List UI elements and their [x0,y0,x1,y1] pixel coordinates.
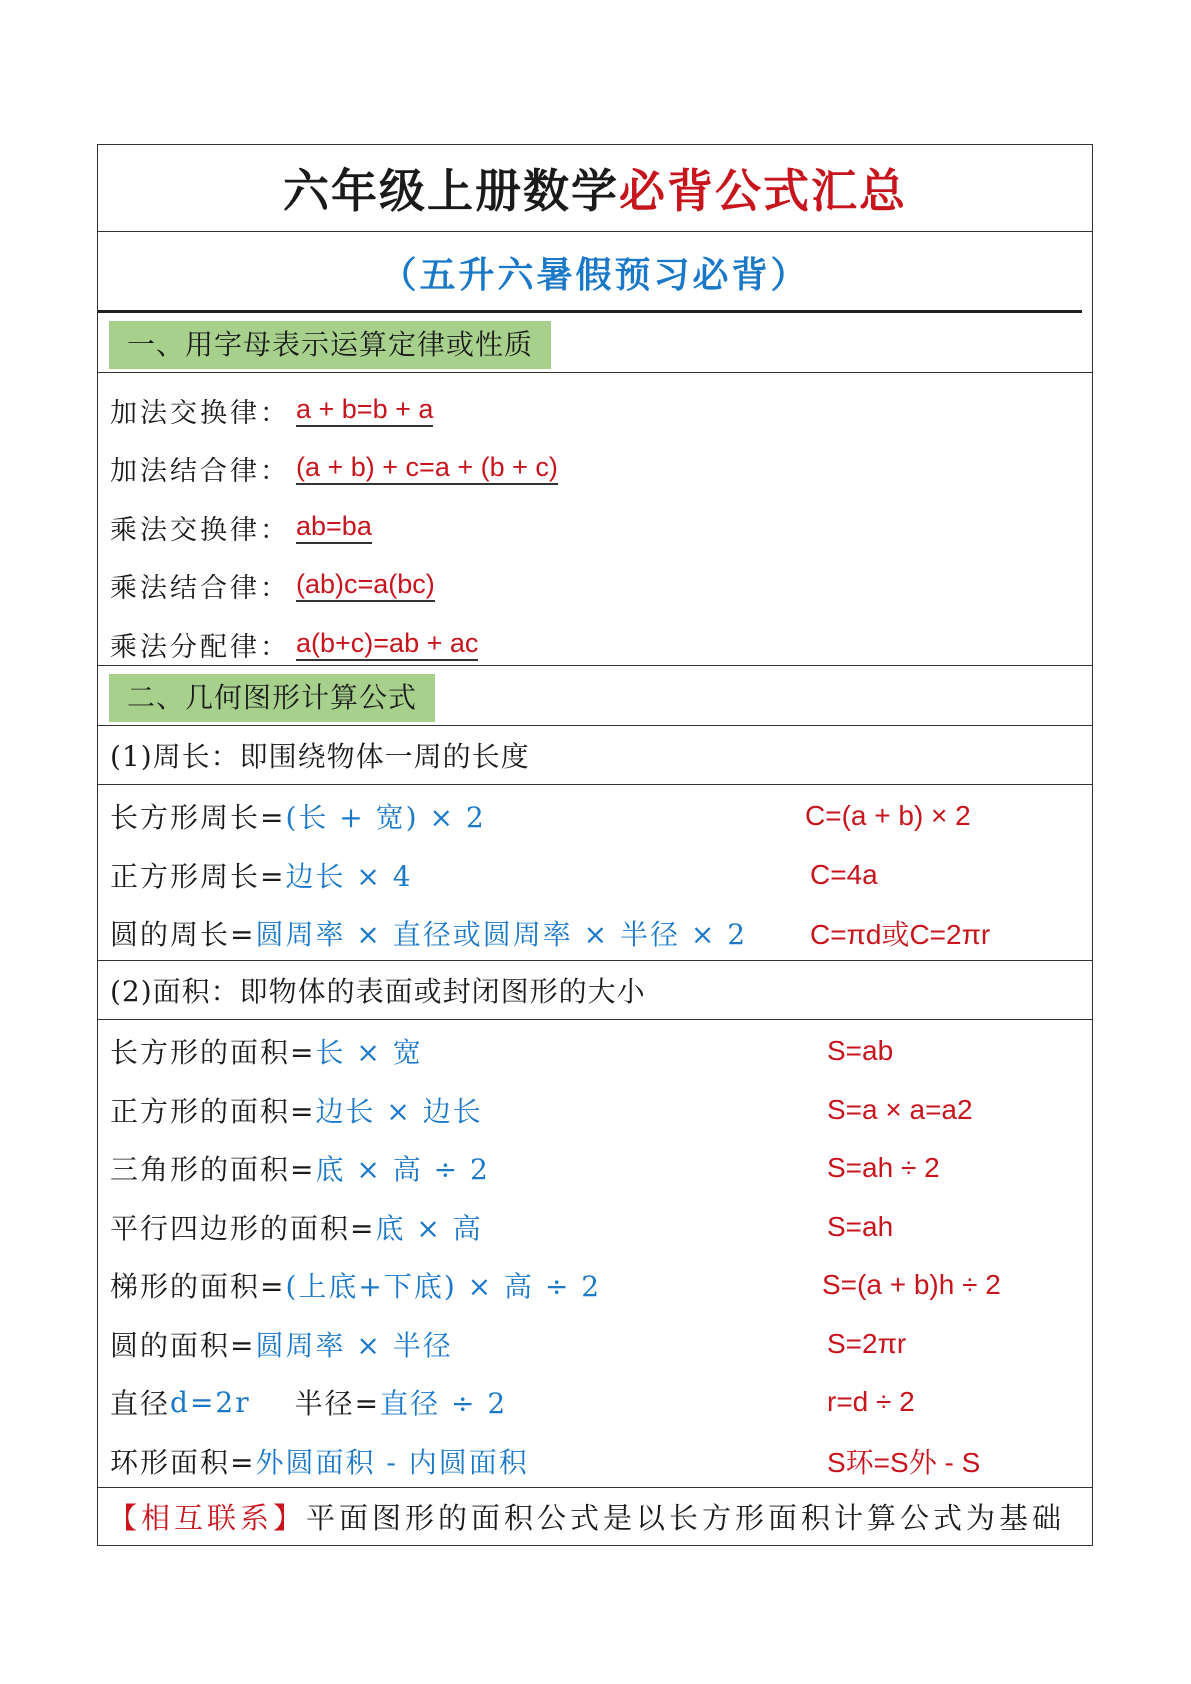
page-title [283,155,907,221]
section1-heading: 一、用字母表示运算定律或性质 [109,321,551,369]
formula-expr: 外圆面积 - 内圆面积 [255,1445,529,1479]
law-name: 乘法交换律： [110,514,290,546]
perimeter-heading: (1)周长：即围绕物体一周的长度 [98,726,1092,785]
formula-expr: (长 + 宽) × 2 [285,801,486,835]
formula-name: 三角形的面积= [110,1153,316,1187]
formula-name: 圆的面积= [110,1328,256,1362]
law-formula: (a + b) + c=a + (b + c) [296,452,558,485]
formula-expr: 边长 × 边长 [315,1094,483,1128]
formula-row [110,1256,1092,1315]
formula-name: 长方形的面积= [110,1036,316,1070]
formula-row [110,1315,1092,1374]
title-black: 六年级上册数学 [283,164,619,218]
title-row [98,145,1092,232]
laws-list [98,373,1092,666]
formula-symbol: S=ab [827,1035,894,1067]
formula-expr: (上底+下底) × 高 ÷ 2 [285,1270,602,1304]
formula-symbol: S=(a + b)h ÷ 2 [822,1269,1001,1301]
section2-header-row [98,666,1092,726]
law-formula: (ab)c=a(bc) [296,569,435,602]
formula-name-2: 半径= [294,1387,381,1421]
formula-symbol: r=d ÷ 2 [827,1386,915,1418]
formula-name: 梯形的面积= [110,1270,286,1304]
formula-name: 环形面积= [110,1445,256,1479]
law-item [110,498,1092,557]
formula-expr: 底 × 高 ÷ 2 [315,1153,490,1187]
formula-row [110,1022,1092,1081]
subtitle: （五升六暑假预习必背） [380,255,810,296]
area-list [98,1020,1092,1488]
law-name: 加法结合律： [110,456,290,488]
formula-symbol: S环=S外 - S [827,1446,981,1478]
footer-note [98,1488,1092,1545]
formula-name: 正方形的面积= [110,1094,316,1128]
formula-name: 圆的周长= [110,918,256,952]
law-item [110,615,1092,674]
law-name: 乘法结合律： [110,573,290,605]
formula-expr: 圆周率 × 半径 [255,1328,453,1362]
law-name: 加法交换律： [110,397,290,429]
formula-symbol: S=ah [827,1210,894,1242]
formula-symbol: C=(a + b) × 2 [805,800,971,832]
perimeter-list [98,785,1092,961]
formula-row [110,1198,1092,1257]
law-item [110,381,1092,440]
formula-symbol: C=πd或C=2πr [810,919,991,951]
law-name: 乘法分配律： [110,631,290,663]
formula-row [110,787,1092,846]
formula-symbol: S=2πr [827,1327,907,1359]
subtitle-row [98,232,1092,313]
formula-symbol: S=ah ÷ 2 [827,1152,940,1184]
formula-expr: d=2r [170,1385,251,1419]
formula-row [110,1432,1092,1491]
formula-row [110,904,1092,963]
formula-sheet [97,144,1093,1546]
title-red: 必背公式汇总 [619,164,907,218]
formula-row [110,1081,1092,1140]
section1-header-row [98,313,1092,373]
law-formula: a(b+c)=ab + ac [296,628,478,661]
formula-expr-2: 直径 ÷ 2 [380,1387,508,1421]
formula-expr: 边长 × 4 [285,859,413,893]
footer-text: 平面图形的面积公式是以长方形面积计算公式为基础 [306,1501,1066,1535]
formula-name: 直径 [110,1387,171,1421]
area-heading: (2)面积：即物体的表面或封闭图形的大小 [98,961,1092,1020]
formula-symbol: S=a × a=a2 [827,1093,973,1125]
formula-expr: 圆周率 × 直径或圆周率 × 半径 × 2 [255,918,748,952]
law-item [110,557,1092,616]
footer-tag: 【相互联系】 [108,1501,307,1535]
formula-name: 正方形周长= [110,859,286,893]
section2-heading: 二、几何图形计算公式 [109,674,435,722]
formula-symbol: C=4a [810,858,878,890]
formula-name: 平行四边形的面积= [110,1211,376,1245]
law-formula: ab=ba [296,511,372,544]
formula-name: 长方形周长= [110,801,286,835]
formula-row [110,1373,1092,1432]
formula-expr: 底 × 高 [375,1211,483,1245]
formula-row [110,1139,1092,1198]
law-item [110,440,1092,499]
formula-row [110,846,1092,905]
law-formula: a + b=b + a [296,394,433,427]
formula-expr: 长 × 宽 [315,1036,423,1070]
